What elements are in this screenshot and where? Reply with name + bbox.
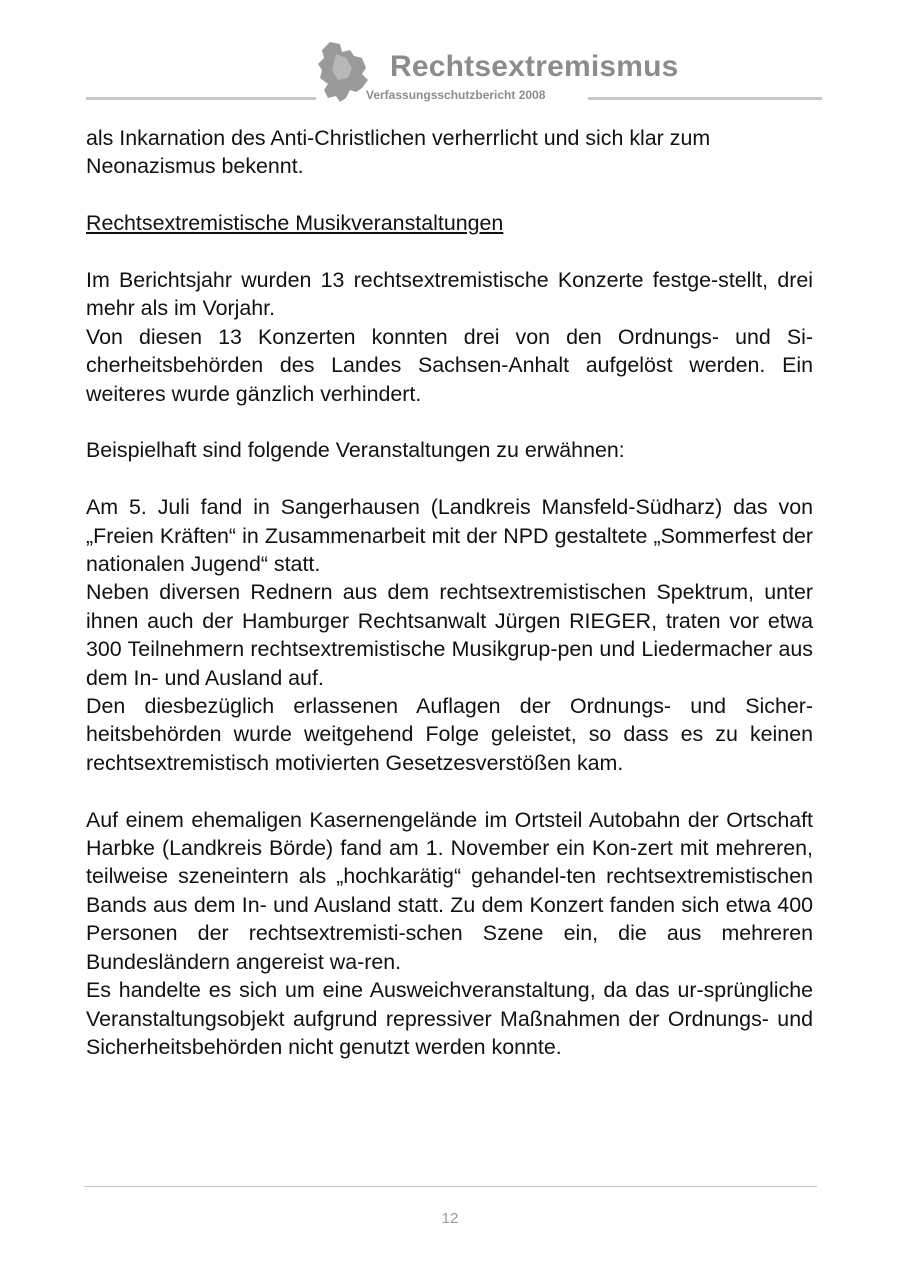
page-header [0, 0, 900, 110]
header-rule-right [588, 97, 822, 100]
paragraph: Von diesen 13 Konzerten konnten drei von den Ordnungs- und Si-cherheitsbehörden des Landes Sachsen-Anhalt aufgelöst werden. Ein weiteres wurde gänzlich verhindert. [86, 324, 813, 406]
intro-text [86, 124, 813, 181]
page-number: 12 [441, 1210, 459, 1227]
header-subtitle: Verfassungsschutzbericht 2008 [366, 88, 546, 102]
header-rule-left [86, 97, 316, 100]
paragraph: Beispielhaft sind folgende Veranstaltungen zu erwähnen: [86, 438, 625, 463]
sachsen-anhalt-map-icon [316, 40, 372, 106]
section-heading: Rechtsextremistische Musikveranstaltungen [86, 211, 504, 236]
paragraph: Neben diversen Rednern aus dem rechtsextremistischen Spektrum, unter ihnen auch der Hamburger Rechtsanwalt Jürgen RIEGER, traten vor etwa 300 Teilnehmern rechtsextremistische Musikgrup-pen und Liedermacher aus dem In- und Ausland auf. [86, 580, 813, 690]
intro-line-2: Neonazismus bekennt. [86, 154, 304, 179]
header-title: Rechtsextremismus [390, 50, 679, 83]
footer-rule [84, 1186, 817, 1187]
intro-line-1: als Inkarnation des Anti-Christlichen verherrlicht und sich klar zum [86, 126, 711, 150]
paragraph: Auf einem ehemaligen Kasernengelände im Ortsteil Autobahn der Ortschaft Harbke (Landkreis Börde) fand am 1. November ein Kon-zert mit mehreren, teilweise szeneintern als „hochkarätig“ gehandel-ten rechtsextremistischen Bands aus dem In- und Ausland statt. Zu dem Konzert fanden sich etwa 400 Personen der rechtsextremisti-schen Szene ein, die aus mehreren Bundesländern angereist wa-ren. [86, 807, 813, 974]
paragraph: Es handelte es sich um eine Ausweichveranstaltung, da das ur-sprüngliche Veranstaltungsobjekt aufgrund repressiver Maßnahmen der Ordnungs- und Sicherheitsbehörden nicht genutzt werden konnte. [86, 978, 813, 1059]
paragraph: Im Berichtsjahr wurden 13 rechtsextremistische Konzerte festge-stellt, drei mehr als im Vorjahr. [86, 268, 813, 321]
paragraph: Den diesbezüglich erlassenen Auflagen der Ordnungs- und Sicher-heitsbehörden wurde weitgehend Folge geleistet, so dass es zu keinen rechtsextremistisch motivierten Gesetzesverstößen kam. [86, 694, 813, 775]
document-body [86, 124, 813, 1061]
paragraph: Am 5. Juli fand in Sangerhausen (Landkreis Mansfeld-Südharz) das von „Freien Kräften“ in Zusammenarbeit mit der NPD gestaltete „Sommerfest der nationalen Jugend“ statt. [86, 495, 813, 577]
